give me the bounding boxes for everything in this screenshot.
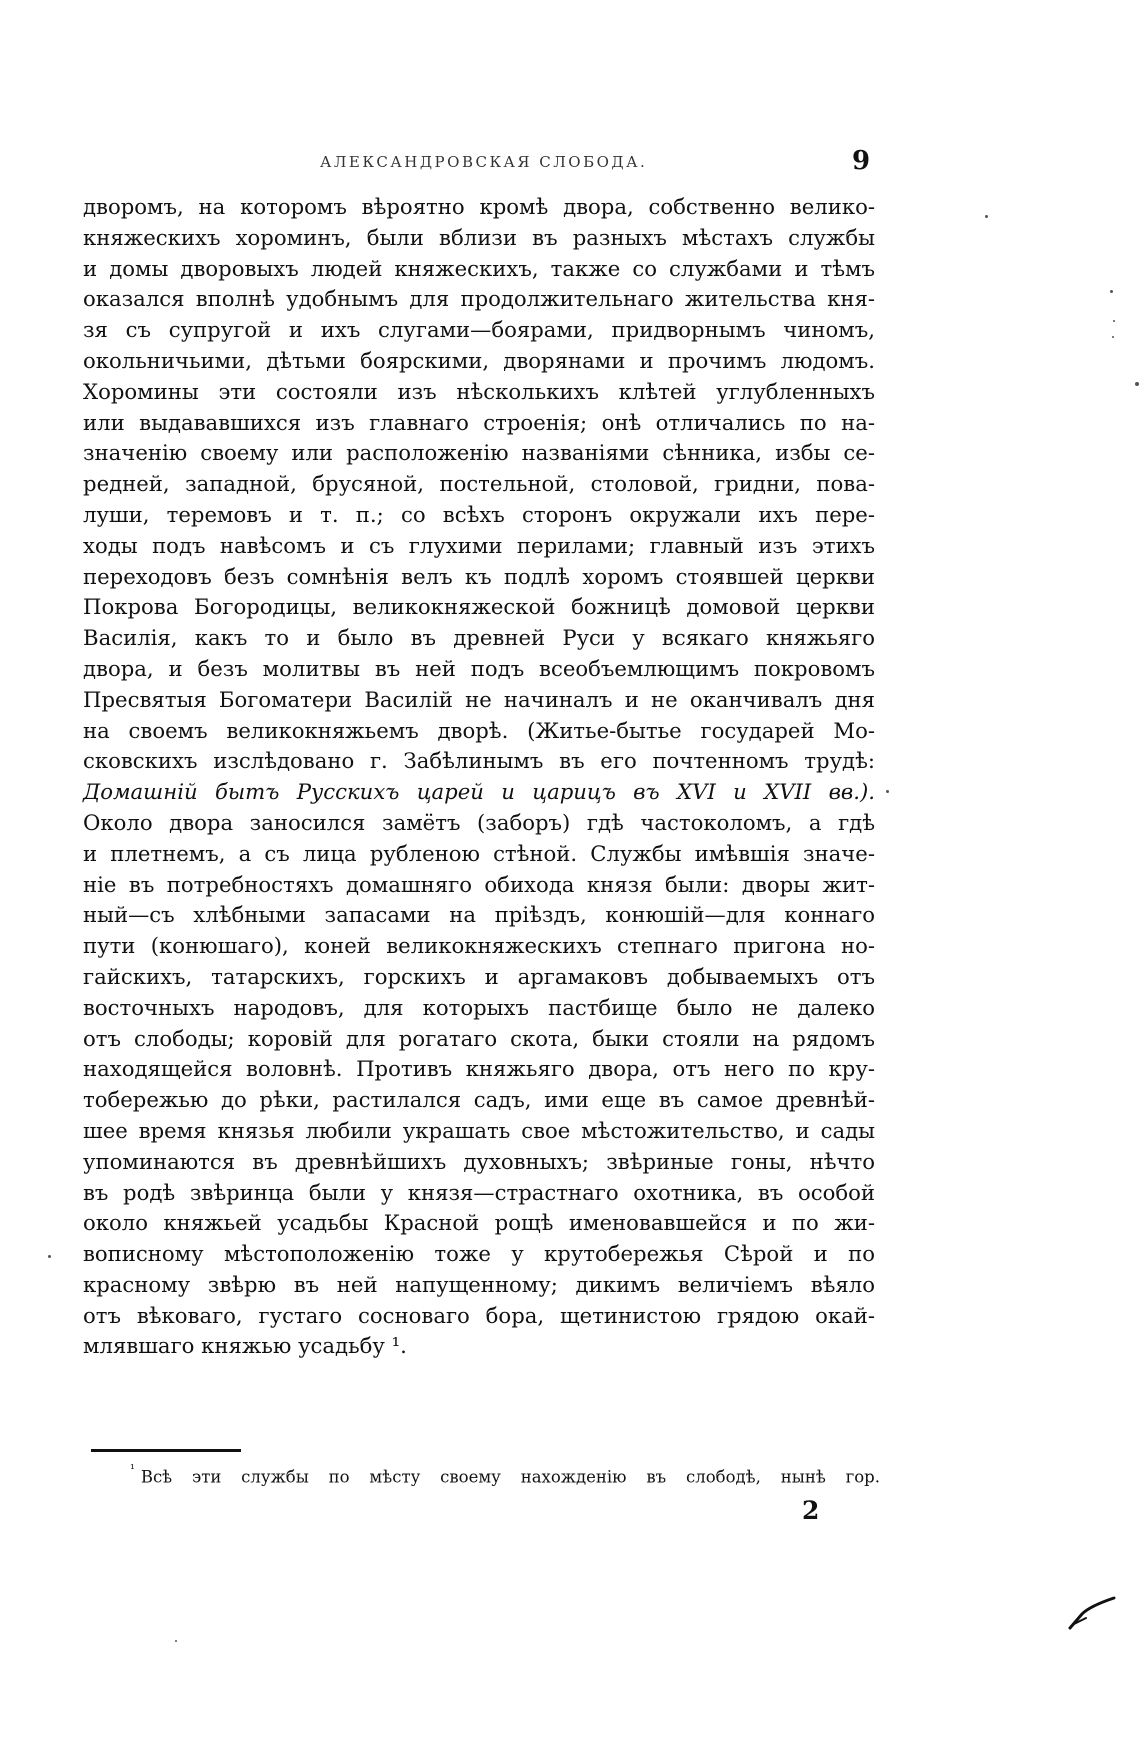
scan-speck [1110,290,1113,293]
body-text [83,192,875,1362]
text-line: въ родѣ звѣринца были у князя—страстнаго охотника, въ особой [83,1179,875,1205]
text-line: ный—съ хлѣбными запасами на пріѣздъ, конюшій—для коннаго [83,902,875,928]
text-line: красному звѣрю въ ней напущенному; дикимъ величіемъ вѣяло [83,1271,875,1297]
text-line: и домы дворовыхъ людей княжескихъ, также со службами и тѣмъ [83,255,875,281]
text-line: или выдававшихся изъ главнаго строенія; онѣ отличались по на- [83,409,875,435]
scan-speck [175,1640,177,1642]
text-line: оказался вполнѣ удобнымъ для продолжительнаго жительства кня- [83,286,875,312]
text-line: ніе въ потребностяхъ домашняго обихода князя были: дворы жит- [83,871,875,897]
text-line: сковскихъ изслѣдовано г. Забѣлинымъ въ его почтенномъ трудѣ: [83,748,875,774]
scan-speck [1113,320,1115,322]
text-line: Покрова Богородицы, великокняжеской божницѣ домовой церкви [83,594,875,620]
scan-speck [48,1255,51,1258]
text-line: гайскихъ, татарскихъ, горскихъ и аргамаковъ добываемыхъ отъ [83,963,875,989]
text-line: тобережью до рѣки, растилался садъ, ими еще въ самое древнѣй- [83,1087,875,1113]
text-line: редней, западной, брусяной, постельной, столовой, гридни, пова- [83,471,875,497]
page-number: 9 [852,146,871,176]
text-line: отъ слободы; коровій для рогатаго скота, быки стояли на рядомъ [83,1025,875,1051]
text-line: вописному мѣстоположенію тоже у крутобережья Сѣрой и по [83,1241,875,1267]
text-line: зя съ супругой и ихъ слугами—боярами, придворнымъ чиномъ, [83,317,875,343]
text-line: упоминаются въ древнѣйшихъ духовныхъ; звѣриные гоны, нѣчто [83,1148,875,1174]
pen-stroke-mark [1068,1594,1118,1630]
footnote-text: Всѣ эти службы по мѣсту своему нахожденію въ слободѣ, нынѣ гор. [140,1467,880,1487]
text-line: двора, и безъ молитвы въ ней подъ всеобъемлющимъ покровомъ [83,655,875,681]
running-head: АЛЕКСАНДРОВСКАЯ СЛОБОДА. [320,153,648,171]
text-line: Хоромины эти состояли изъ нѣсколькихъ клѣтей углубленныхъ [83,378,875,404]
text-line: Около двора заносился замётъ (заборъ) гдѣ частоколомъ, а гдѣ [83,809,875,835]
text-line: шее время князья любили украшать свое мѣстожительство, и сады [83,1117,875,1143]
text-line: ходы подъ навѣсомъ и съ глухими перилами; главный изъ этихъ [83,532,875,558]
text-line: и плетнемъ, а съ лица рубленою стѣной. Службы имѣвшія значе- [83,840,875,866]
text-line: отъ вѣковаго, густаго сосноваго бора, щетинистою грядою окай- [83,1302,875,1328]
text-line: восточныхъ народовъ, для которыхъ пастбище было не далеко [83,994,875,1020]
scan-speck [886,790,889,793]
text-line: около княжьей усадьбы Красной рощѣ именовавшейся и по жи- [83,1210,875,1236]
text-line: переходовъ безъ сомнѣнія велъ къ подлѣ хоромъ стоявшей церкви [83,563,875,589]
text-line: луши, теремовъ и т. п.; со всѣхъ сторонъ окружали ихъ пере- [83,501,875,527]
text-line: Василія, какъ то и было въ древней Руси у всякаго княжьяго [83,625,875,651]
scan-speck [985,215,988,218]
text-line: окольничьими, дѣтьми боярскими, дворянами и прочимъ людомъ. [83,347,875,373]
footnote-rule [91,1449,241,1452]
footnote [130,1462,880,1487]
text-line: Домашній бытъ Русскихъ царей и царицъ въ XVI и XVII вв.). [83,779,875,805]
scan-speck [1112,336,1114,338]
text-line: на своемъ великокняжьемъ дворѣ. (Житье-бытье государей Мо- [83,717,875,743]
scan-speck [1135,382,1139,386]
text-line: находящейся воловнѣ. Противъ княжьяго двора, отъ него по кру- [83,1056,875,1082]
signature-mark: 2 [802,1496,820,1525]
text-line: дворомъ, на которомъ вѣроятно кромѣ двора, собственно велико- [83,194,875,219]
text-line: млявшаго княжью усадьбу ¹. [83,1333,407,1359]
text-line: Пресвятыя Богоматери Василій не начиналъ и не оканчивалъ дня [83,686,875,712]
footnote-marker: ¹ [130,1462,135,1476]
text-line: пути (конюшаго), коней великокняжескихъ степнаго пригона но- [83,933,875,959]
text-line: значенію своему или расположенію названіями сѣнника, избы се- [83,440,875,466]
text-line: княжескихъ хороминъ, были вблизи въ разныхъ мѣстахъ службы [83,224,875,250]
